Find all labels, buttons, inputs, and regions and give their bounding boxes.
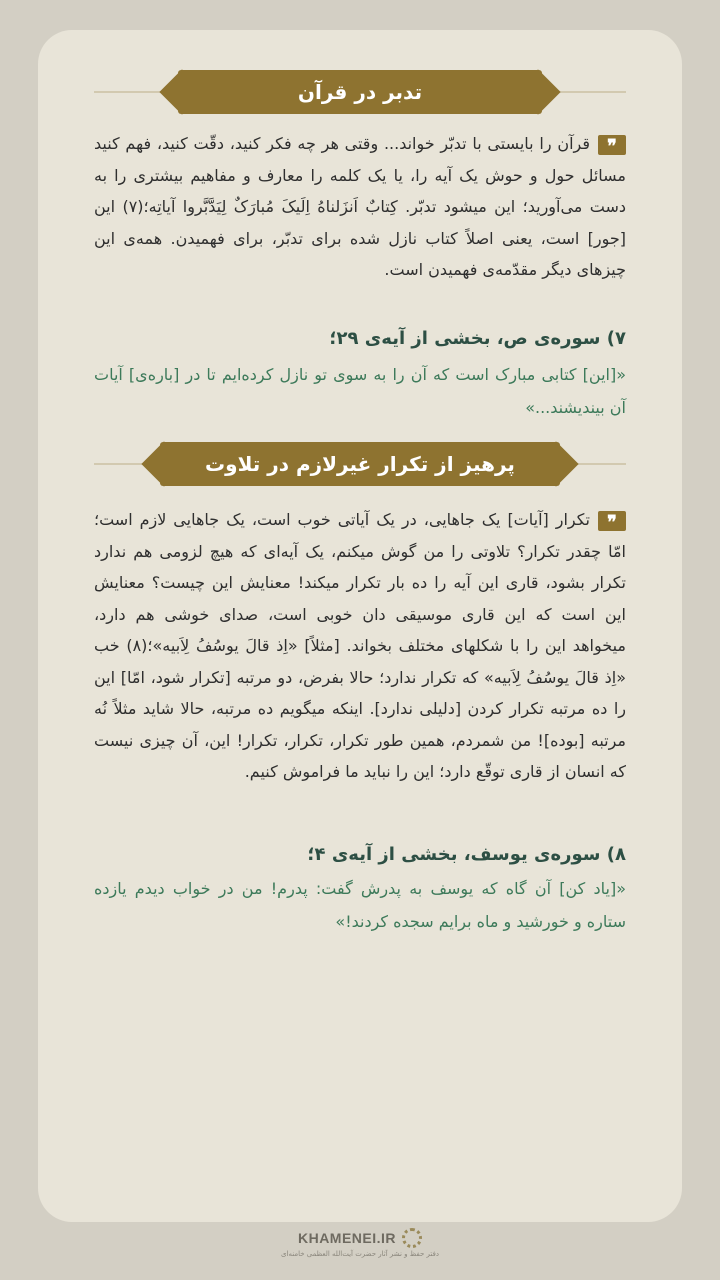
section1-title-banner	[178, 70, 542, 114]
section1-header	[38, 70, 682, 114]
quote-icon: ❞	[598, 135, 626, 155]
footer-site-name: KHAMENEI.IR	[297, 1230, 397, 1246]
section2-header	[38, 442, 682, 486]
section2-reference-title: ۸) سوره‌ی یوسف، بخشی از آیه‌ی ۴؛	[307, 844, 626, 865]
section1-paragraph	[94, 128, 626, 286]
section2-paragraph-text: تکرار [آیات] یک جاهایی، در یک آیاتی خوب است، یک جاهایی لازم است؛ امّا چقدر تکرار؟ تلاوتی را من گوش میکنم، یک آیه‌ای که هیچ لزومی هم ندارد تکرار بشود، قاری این آیه را ده بار تکرار میکند! معنایش این چیست؟ معنایش این است که این قاری موسیقی دان خوبی است، صدای خوشی هم دارد، میخواهد این را با شکلهای مختلف بخواند. [مثلاً] «اِذ قالَ یوسُفُ لِاَبیه»؛(۸) خب «اِذ قالَ یوسُفُ لِاَبیه» که تکرار ندارد؛ حالا بفرض، دو مرتبه [تکرار شود، امّا] این را ده مرتبه تکرار کردن [دلیلی ندارد]. اینکه میگویم ده مرتبه، حالا شاید مثلاً نُه مرتبه [بوده]! من شمردم، همین طور تکرار، تکرار، تکرار! این، آن چیزی نیست که انسان از قاری توقّع دارد؛ این را نباید ما فراموش کنیم.	[94, 510, 626, 781]
section2-title-banner	[160, 442, 560, 486]
footer	[0, 1226, 720, 1266]
section1-paragraph-text: قرآن را بایستی با تدبّر خواند... وقتی هر چه فکر کنید، دقّت کنید، فهم کنید مسائل حول و حوش یک آیه را، یا یک کلمه را معارف و مفاهیم بیشتری را به دست می‌آورید؛ این میشود تدبّر. کِتابٌ اَنزَلناهُ اِلَیکَ مُبارَکٌ لِیَدَّبَّروا آیاتِه؛(۷) این [جور] است، یعنی اصلاً کتاب نازل شده برای تدبّر، برای فهمیدن. همه‌ی این چیزهای دیگر مقدّمه‌ی فهمیدن است.	[94, 134, 627, 279]
khamenei-emblem-icon	[402, 1228, 422, 1248]
section2-paragraph	[94, 504, 626, 788]
content-card	[38, 30, 682, 1222]
section1-verse: «[این] کتابی مبارک است که آن را به سوی تو نازل کرده‌ایم تا در [باره‌ی] آیات آن بیندیشند...»	[94, 365, 626, 417]
footer-logo[interactable]	[298, 1228, 422, 1248]
section2-verse: «[یاد کن] آن گاه که یوسف به پدرش گفت: پدرم! من در خواب دیدم یازده ستاره و خورشید و ماه برایم سجده کردند!»	[94, 879, 626, 931]
section1-reference-title: ۷) سوره‌ی ص، بخشی از آیه‌ی ۲۹؛	[329, 328, 626, 349]
section1-title: تدبر در قرآن	[297, 80, 423, 104]
section2-title: پرهیز از تکرار غیرلازم در تلاوت	[205, 452, 515, 476]
footer-caption: دفتر حفظ و نشر آثار حضرت آیت‌الله العظمی خامنه‌ای	[281, 1250, 439, 1258]
quote-icon: ❞	[598, 511, 626, 531]
